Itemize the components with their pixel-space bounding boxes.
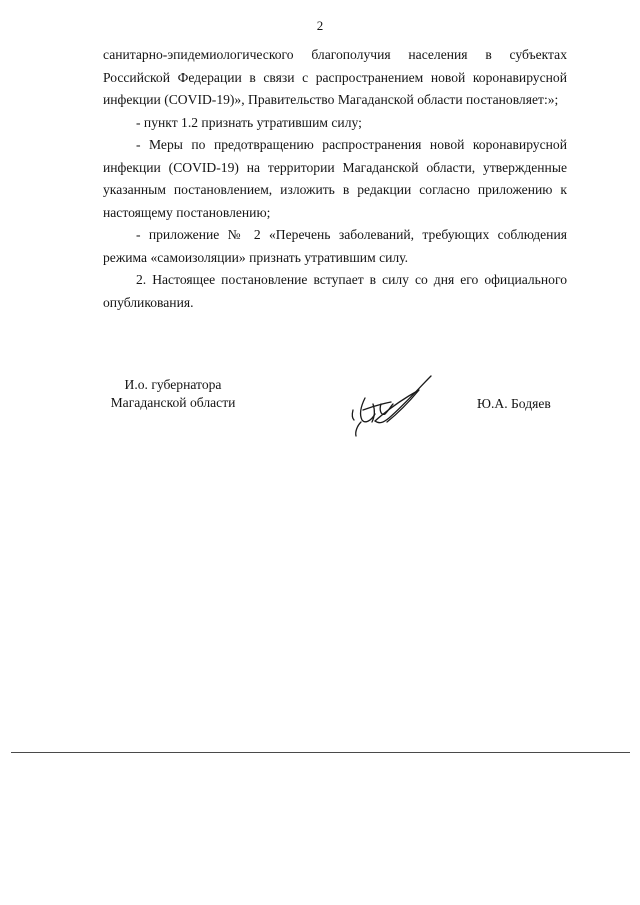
signer-title	[103, 376, 243, 412]
handwritten-signature-icon	[345, 374, 445, 438]
signer-title-line-2: Магаданской области	[110, 395, 236, 410]
paragraph-effective-date: 2. Настоящее постановление вступает в силу со дня его официального опубликования.	[103, 272, 567, 310]
document-body	[103, 44, 567, 314]
paragraph-measures: - Меры по предотвращению распространения новой коронавирусной инфекции (COVID-19) на территории Магаданской области, утвержденные указанным постановлением, изложить в редакции согласно приложению к настоящему постановлению;	[103, 137, 567, 220]
signature-block	[0, 374, 640, 444]
paragraph-item-1-2: - пункт 1.2 признать утратившим силу;	[136, 114, 362, 130]
signer-name: Ю.А. Бодяев	[477, 396, 551, 411]
signer-title-line-1: И.о. губернатора	[124, 377, 222, 392]
paragraph-preamble-continuation: санитарно-эпидемиологического благополучия населения в субъектах Российской Федерации в связи с распространением новой коронавирусной инфекции (COVID-19)», Правительство Магаданской области постановляет:»;	[103, 47, 567, 107]
bottom-divider	[11, 752, 630, 753]
page-number: 2	[316, 18, 324, 33]
paragraph-appendix-2: - приложение № 2 «Перечень заболеваний, требующих соблюдения режима «самоизоляции» признать утратившим силу.	[103, 227, 567, 265]
